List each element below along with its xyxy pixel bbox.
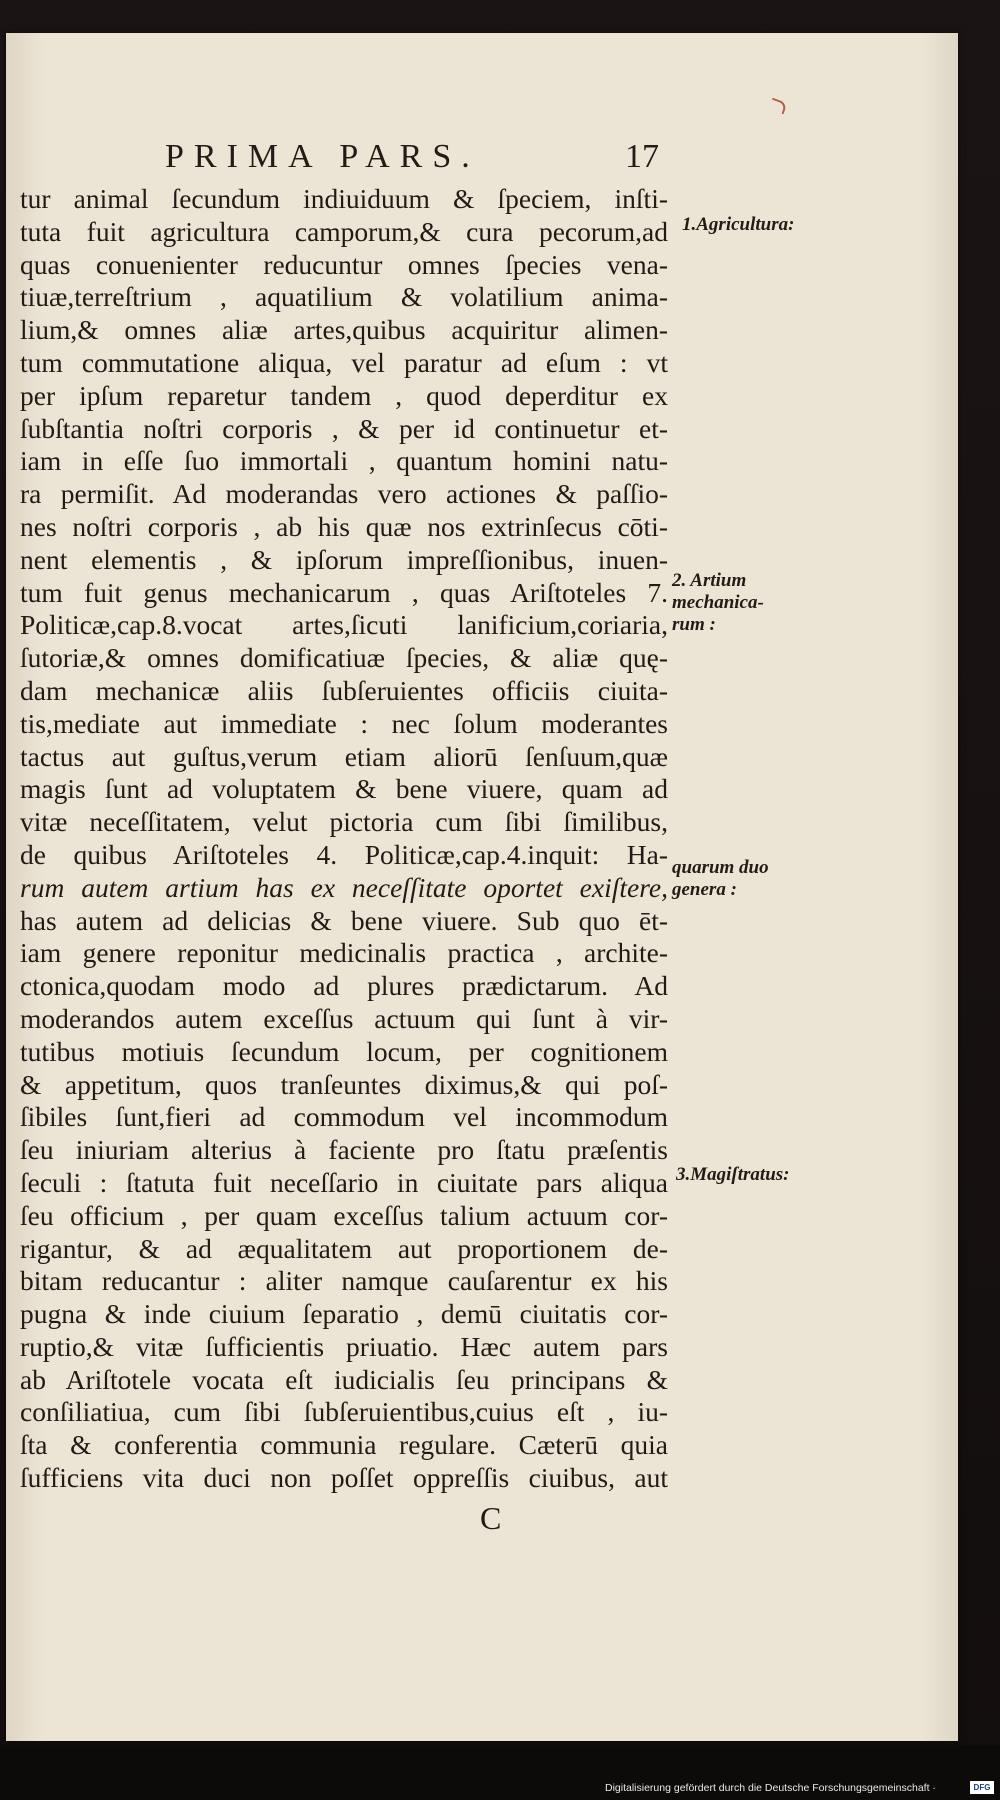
body-text (20, 183, 668, 1495)
text-line: tutibus motiuis ſecundum locum, per cognitionem (20, 1035, 668, 1067)
text-line: ctonica,quodam modo ad plures prædictarum. Ad (20, 970, 668, 1002)
margin-note-line: quarum duo (672, 857, 769, 878)
signature-mark: C (480, 1500, 502, 1536)
text-line: rigantur, & ad æqualitatem aut proportionem de- (20, 1232, 668, 1264)
text-line: tiuæ,terreſtrium , aquatilium & volatilium anima- (20, 281, 668, 313)
text-line: tis,mediate aut immediate : nec ſolum moderantes (20, 707, 668, 739)
text-line: lium,& omnes aliæ artes,quibus acquiritur alimen- (20, 314, 668, 346)
text-line: ſeu iniuriam alterius à faciente pro ſtatu præſentis (20, 1134, 668, 1166)
margin-note-line: 1.Agricultura: (682, 214, 795, 235)
text-line: iam genere reponitur medicinalis practica , archite- (20, 937, 668, 969)
text-line: quas conuenienter reducuntur omnes ſpecies vena- (20, 248, 668, 280)
text-line: ſibiles ſunt,fieri ad commodum vel incommodum (20, 1101, 668, 1133)
text-line: moderandos autem exceſſus actuum qui ſunt à vir- (20, 1002, 668, 1034)
text-line: tum commutatione aliqua, vel paratur ad eſum : vt (20, 346, 668, 378)
text-line: tum fuit genus mechanicarum , quas Ariſtoteles 7. (20, 576, 668, 608)
margin-note-artium-mechanicarum (672, 570, 764, 636)
margin-note-line: rum : (672, 614, 716, 635)
text-line: tactus aut guſtus,verum etiam aliorū ſenſuum,quæ (20, 740, 668, 772)
text-line: has autem ad delicias & bene viuere. Sub quo ēt- (20, 904, 668, 936)
text-line: Politicæ,cap.8.vocat artes,ſicuti lanificium,coriaria, (20, 609, 668, 641)
margin-note-magistratus (676, 1164, 790, 1186)
margin-note-agricultura (682, 214, 794, 236)
text-line: per ipſum reparetur tandem , quod deperditur ex (20, 379, 668, 411)
text-line: ra permiſit. Ad moderandas vero actiones & paſſio- (20, 478, 668, 510)
dfg-logo: DFG (970, 1781, 994, 1794)
margin-note-line: 3.Magiſtratus: (676, 1164, 790, 1185)
text-line: magis ſunt ad voluptatem & bene viuere, quam ad (20, 773, 668, 805)
digitization-credit: Digitalisierung gefördert durch die Deutsche Forschungsgemeinschaft · (605, 1782, 936, 1794)
text-line: bitam reducantur : aliter namque cauſarentur ex his (20, 1265, 668, 1297)
text-line: ab Ariſtotele vocata eſt iudicialis ſeu principans & (20, 1363, 668, 1395)
text-line: iam in eſſe ſuo immortali , quantum homini natu- (20, 445, 668, 477)
margin-note-line: genera : (672, 879, 737, 900)
running-head: PRIMA PARS. (165, 138, 480, 175)
margin-note-line: mechanica- (672, 592, 764, 613)
margin-note-quarum-duo-genera (672, 857, 769, 901)
text-line: tuta fuit agricultura camporum,& cura pecorum,ad (20, 215, 668, 247)
text-line: pugna & inde ciuium ſeparatio , demū ciuitatis cor- (20, 1298, 668, 1330)
text-line: ſeu officium , per quam exceſſus talium actuum cor- (20, 1199, 668, 1231)
text-line: conſiliatiua, cum ſibi ſubſeruientibus,cuius eſt , iu- (20, 1396, 668, 1428)
text-line: & appetitum, quos tranſeuntes diximus,& qui poſ- (20, 1068, 668, 1100)
text-line: ſeculi : ſtatuta fuit neceſſario in ciuitate pars aliqua (20, 1166, 668, 1198)
text-line: dam mechanicæ aliis ſubſeruientes officiis ciuita- (20, 674, 668, 706)
text-line: ruptio,& vitæ ſufficientis priuatio. Hæc autem pars (20, 1330, 668, 1362)
text-line: ſubſtantia noſtri corporis , & per id continuetur et- (20, 412, 668, 444)
text-line: ſutoriæ,& omnes domificatiuæ ſpecies, & aliæ quę- (20, 642, 668, 674)
text-line: tur animal ſecundum indiuiduum & ſpeciem, inſti- (20, 183, 668, 214)
margin-note-line: 2. Artium (672, 570, 747, 591)
text-line: de quibus Ariſtoteles 4. Politicæ,cap.4.inquit: Ha- (20, 838, 668, 870)
page-number: 17 (625, 138, 659, 175)
text-line: nes noſtri corporis , ab his quæ nos extrinſecus cōti- (20, 510, 668, 542)
text-line: vitæ neceſſitatem, velut pictoria cum ſibi ſimilibus, (20, 806, 668, 838)
text-line: rum autem artium has ex neceſſitate oportet exiſtere, (20, 871, 668, 903)
text-line: ſufficiens vita duci non poſſet oppreſſis ciuibus, aut (20, 1462, 668, 1494)
text-line: ſta & conferentia communia regulare. Cæterū quia (20, 1429, 668, 1461)
text-line: nent elementis , & ipſorum impreſſionibus, inuen- (20, 543, 668, 575)
